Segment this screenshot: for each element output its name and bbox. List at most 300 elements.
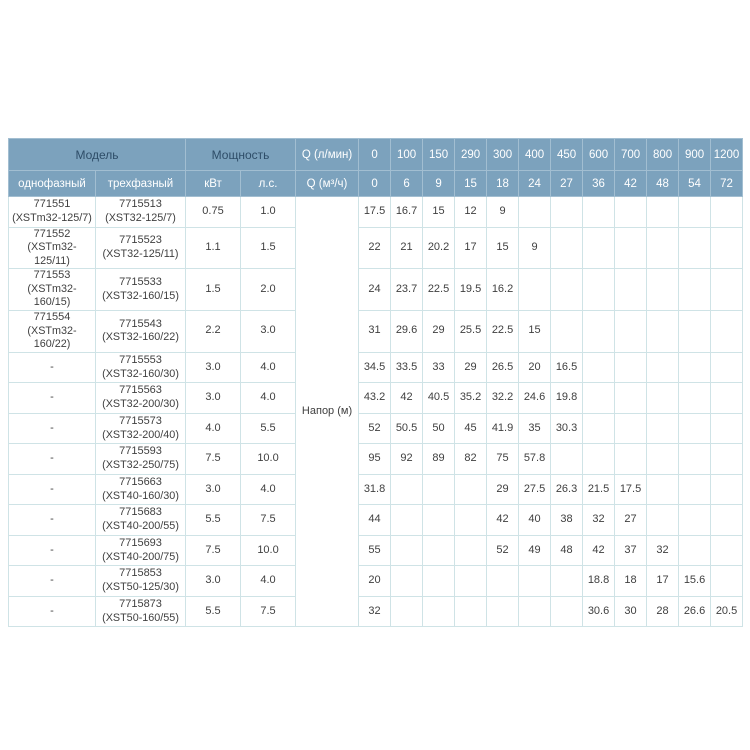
head-value-cell	[711, 505, 743, 536]
head-value-cell: 19.8	[551, 383, 583, 414]
flow-lmin-header-cell: 450	[551, 139, 583, 171]
model-three-phase-cell-type: (XST40-200/75)	[102, 550, 179, 563]
flow-m3h-header-cell: 24	[519, 171, 551, 197]
head-value-cell: 29	[487, 474, 519, 505]
table-row	[9, 383, 743, 414]
kw-cell: 3.0	[186, 383, 241, 414]
model-single-phase-cell-code: 771554	[33, 310, 71, 323]
flow-lmin-header-cell: 400	[519, 139, 551, 171]
head-value-cell: 12	[455, 197, 487, 228]
hp-cell: 4.0	[241, 474, 296, 505]
head-value-cell	[647, 269, 679, 311]
model-single-phase-cell	[9, 566, 96, 597]
head-value-cell	[679, 474, 711, 505]
model-three-phase-cell	[96, 474, 186, 505]
kw-cell: 5.5	[186, 596, 241, 627]
model-three-phase-cell	[96, 310, 186, 352]
head-value-cell	[647, 310, 679, 352]
model-single-phase-cell-type: (XSTm32-125/7)	[12, 211, 92, 224]
head-value-cell: 37	[615, 535, 647, 566]
head-value-cell	[551, 566, 583, 597]
head-value-cell	[423, 566, 455, 597]
head-value-cell	[583, 197, 615, 228]
kw-cell: 7.5	[186, 444, 241, 475]
head-value-cell	[711, 352, 743, 383]
flow-m3h-header-cell: 18	[487, 171, 519, 197]
head-value-cell: 31.8	[359, 474, 391, 505]
model-single-phase-cell	[9, 383, 96, 414]
head-value-cell	[679, 197, 711, 228]
head-value-cell: 24	[359, 269, 391, 311]
head-value-cell	[615, 227, 647, 269]
table-row	[9, 413, 743, 444]
head-value-cell: 43.2	[359, 383, 391, 414]
model-three-phase-cell-type: (XST32-160/30)	[102, 367, 179, 380]
head-value-cell	[519, 269, 551, 311]
flow-lmin-header-cell: 900	[679, 139, 711, 171]
head-value-cell: 16.2	[487, 269, 519, 311]
model-single-phase-cell	[9, 310, 96, 352]
head-value-cell: 33	[423, 352, 455, 383]
table-row	[9, 535, 743, 566]
head-value-cell: 18.8	[583, 566, 615, 597]
head-value-cell	[519, 197, 551, 228]
head-value-cell: 89	[423, 444, 455, 475]
flow-m3h-header-cell: 42	[615, 171, 647, 197]
hp-cell: 2.0	[241, 269, 296, 311]
head-value-cell: 42	[391, 383, 423, 414]
model-three-phase-cell-type: (XST32-200/40)	[102, 428, 179, 441]
head-value-cell	[423, 535, 455, 566]
flow-m3h-header-cell: 9	[423, 171, 455, 197]
flow-m3h-header-cell: 27	[551, 171, 583, 197]
model-three-phase-cell	[96, 227, 186, 269]
kw-cell: 0.75	[186, 197, 241, 228]
head-value-cell: 20.5	[711, 596, 743, 627]
head-value-cell: 18	[615, 566, 647, 597]
pump-spec-table	[8, 138, 743, 627]
head-value-cell	[679, 505, 711, 536]
head-value-cell: 31	[359, 310, 391, 352]
head-value-cell	[455, 474, 487, 505]
model-single-phase-cell	[9, 197, 96, 228]
head-value-cell: 50.5	[391, 413, 423, 444]
head-value-cell	[551, 269, 583, 311]
model-single-phase-cell	[9, 352, 96, 383]
head-value-cell	[711, 269, 743, 311]
head-value-cell	[711, 227, 743, 269]
head-value-cell: 35.2	[455, 383, 487, 414]
head-value-cell: 19.5	[455, 269, 487, 311]
head-value-cell	[679, 413, 711, 444]
head-value-cell: 40.5	[423, 383, 455, 414]
header-row-flow-m3h	[9, 171, 743, 197]
model-three-phase-cell	[96, 505, 186, 536]
model-three-phase-cell-code: 7715853	[119, 567, 162, 580]
model-three-phase-cell	[96, 383, 186, 414]
hp-cell: 7.5	[241, 505, 296, 536]
head-value-cell	[615, 310, 647, 352]
model-three-phase-cell	[96, 269, 186, 311]
model-three-phase-cell-code: 7715523	[119, 234, 162, 247]
head-value-cell: 16.5	[551, 352, 583, 383]
head-value-cell	[711, 383, 743, 414]
model-three-phase-cell-type: (XST32-200/30)	[102, 398, 179, 411]
hp-cell: 4.0	[241, 352, 296, 383]
flow-lmin-header-cell: 800	[647, 139, 679, 171]
head-value-cell	[583, 310, 615, 352]
head-value-cell: 32.2	[487, 383, 519, 414]
head-value-cell	[583, 383, 615, 414]
kw-cell: 3.0	[186, 566, 241, 597]
head-value-cell: 15	[423, 197, 455, 228]
model-single-phase-cell	[9, 474, 96, 505]
flow-lmin-header-cell: 290	[455, 139, 487, 171]
head-value-cell: 48	[551, 535, 583, 566]
flow-lmin-header-cell: 0	[359, 139, 391, 171]
flow-lmin-header-cell: 100	[391, 139, 423, 171]
head-value-cell: 40	[519, 505, 551, 536]
head-value-cell	[391, 474, 423, 505]
head-value-cell: 22.5	[487, 310, 519, 352]
table-row	[9, 444, 743, 475]
single-phase-header: однофазный	[9, 171, 96, 197]
model-three-phase-cell-type: (XST40-200/55)	[102, 520, 179, 533]
head-value-cell: 30.3	[551, 413, 583, 444]
head-value-cell: 30	[615, 596, 647, 627]
flow-m3h-header-cell: 0	[359, 171, 391, 197]
head-value-cell	[551, 596, 583, 627]
head-value-cell: 27	[615, 505, 647, 536]
model-three-phase-cell-type: (XST50-160/55)	[102, 611, 179, 624]
head-value-cell: 25.5	[455, 310, 487, 352]
flow-lmin-header-cell: 150	[423, 139, 455, 171]
model-three-phase-cell-type: (XST50-125/30)	[102, 581, 179, 594]
table-row	[9, 269, 743, 311]
model-three-phase-cell-code: 7715573	[119, 414, 162, 427]
hp-cell: 1.5	[241, 227, 296, 269]
model-single-phase-cell	[9, 535, 96, 566]
table-row	[9, 505, 743, 536]
flow-lmin-header-cell: 300	[487, 139, 519, 171]
q-m3h-header: Q (м³/ч)	[296, 171, 359, 197]
head-value-cell	[679, 310, 711, 352]
q-lmin-header: Q (л/мин)	[296, 139, 359, 171]
three-phase-header: трехфазный	[96, 171, 186, 197]
head-value-cell: 22	[359, 227, 391, 269]
flow-lmin-header-cell: 1200	[711, 139, 743, 171]
model-single-phase-cell	[9, 505, 96, 536]
head-value-cell: 52	[487, 535, 519, 566]
table-row	[9, 596, 743, 627]
head-value-cell	[455, 505, 487, 536]
head-value-cell: 20.2	[423, 227, 455, 269]
head-value-cell	[391, 566, 423, 597]
head-value-cell: 15.6	[679, 566, 711, 597]
model-three-phase-cell-code: 7715683	[119, 506, 162, 519]
kw-cell: 4.0	[186, 413, 241, 444]
hp-cell: 10.0	[241, 444, 296, 475]
head-value-cell: 50	[423, 413, 455, 444]
model-three-phase-cell-code: 7715593	[119, 445, 162, 458]
model-single-phase-cell-code: -	[50, 482, 54, 495]
hp-header: л.с.	[241, 171, 296, 197]
head-value-cell: 17.5	[359, 197, 391, 228]
head-value-cell	[711, 413, 743, 444]
head-value-cell: 29.6	[391, 310, 423, 352]
head-value-cell: 24.6	[519, 383, 551, 414]
head-value-cell	[647, 227, 679, 269]
head-value-cell	[647, 197, 679, 228]
head-value-cell	[423, 596, 455, 627]
head-value-cell: 42	[583, 535, 615, 566]
head-value-cell: 28	[647, 596, 679, 627]
head-value-cell: 17	[455, 227, 487, 269]
head-value-cell: 44	[359, 505, 391, 536]
kw-cell: 7.5	[186, 535, 241, 566]
kw-header: кВт	[186, 171, 241, 197]
head-value-cell	[679, 227, 711, 269]
model-three-phase-cell	[96, 413, 186, 444]
head-value-cell	[711, 444, 743, 475]
hp-cell: 7.5	[241, 596, 296, 627]
head-value-cell	[391, 505, 423, 536]
head-value-cell	[647, 505, 679, 536]
head-value-cell	[647, 413, 679, 444]
model-single-phase-cell	[9, 444, 96, 475]
head-value-cell: 75	[487, 444, 519, 475]
head-value-cell	[615, 197, 647, 228]
head-value-cell	[647, 383, 679, 414]
flow-m3h-header-cell: 54	[679, 171, 711, 197]
model-single-phase-cell-type: (XSTm32-125/11)	[27, 241, 77, 267]
head-value-cell	[679, 444, 711, 475]
model-single-phase-cell	[9, 269, 96, 311]
head-value-cell	[615, 383, 647, 414]
model-single-phase-cell	[9, 596, 96, 627]
head-value-cell: 20	[359, 566, 391, 597]
head-value-cell	[487, 596, 519, 627]
head-value-cell: 15	[519, 310, 551, 352]
model-three-phase-cell	[96, 197, 186, 228]
head-value-cell: 32	[359, 596, 391, 627]
model-single-phase-cell-code: -	[50, 574, 54, 587]
model-single-phase-cell-code: -	[50, 391, 54, 404]
head-value-cell	[711, 474, 743, 505]
hp-cell: 4.0	[241, 383, 296, 414]
head-value-cell: 22.5	[423, 269, 455, 311]
head-value-cell: 29	[455, 352, 487, 383]
head-value-cell	[391, 596, 423, 627]
head-value-cell: 45	[455, 413, 487, 444]
model-single-phase-cell-code: -	[50, 452, 54, 465]
head-value-cell	[615, 352, 647, 383]
head-value-cell: 92	[391, 444, 423, 475]
head-value-cell: 57.8	[519, 444, 551, 475]
model-single-phase-cell-type: (XSTm32-160/15)	[27, 282, 77, 309]
head-value-cell	[711, 535, 743, 566]
head-value-cell	[711, 197, 743, 228]
head-value-cell	[615, 413, 647, 444]
head-value-cell	[711, 566, 743, 597]
head-value-cell	[519, 566, 551, 597]
model-single-phase-cell-type: (XSTm32-160/22)	[27, 324, 77, 351]
flow-lmin-header-cell: 700	[615, 139, 647, 171]
model-single-phase-cell-code: -	[50, 543, 54, 556]
model-three-phase-cell-type: (XST32-160/15)	[102, 289, 179, 302]
model-three-phase-cell	[96, 535, 186, 566]
header-row-flow-lmin	[9, 139, 743, 171]
head-value-cell	[647, 352, 679, 383]
flow-m3h-header-cell: 15	[455, 171, 487, 197]
head-value-cell	[583, 227, 615, 269]
head-value-cell: 32	[583, 505, 615, 536]
head-value-cell: 32	[647, 535, 679, 566]
head-value-cell	[583, 413, 615, 444]
kw-cell: 1.5	[186, 269, 241, 311]
head-value-cell: 15	[487, 227, 519, 269]
head-value-cell: 17.5	[615, 474, 647, 505]
model-three-phase-cell-code: 7715553	[119, 353, 162, 366]
head-value-cell: 30.6	[583, 596, 615, 627]
head-value-cell	[583, 269, 615, 311]
head-value-cell	[679, 535, 711, 566]
model-three-phase-cell-type: (XST32-125/11)	[102, 247, 179, 260]
head-value-cell	[391, 535, 423, 566]
model-single-phase-cell-code: -	[50, 360, 54, 373]
head-value-cell	[711, 310, 743, 352]
model-three-phase-cell-code: 7715663	[119, 475, 162, 488]
model-three-phase-cell-type: (XST32-250/75)	[102, 459, 179, 472]
head-value-cell	[583, 352, 615, 383]
table-row	[9, 227, 743, 269]
head-value-cell: 38	[551, 505, 583, 536]
head-value-cell	[647, 474, 679, 505]
model-single-phase-cell	[9, 227, 96, 269]
model-single-phase-cell	[9, 413, 96, 444]
head-value-cell: 52	[359, 413, 391, 444]
head-value-cell	[615, 269, 647, 311]
kw-cell: 1.1	[186, 227, 241, 269]
kw-cell: 3.0	[186, 352, 241, 383]
head-value-cell	[455, 535, 487, 566]
flow-m3h-header-cell: 6	[391, 171, 423, 197]
head-value-cell: 41.9	[487, 413, 519, 444]
model-three-phase-cell-code: 7715563	[119, 384, 162, 397]
head-value-cell: 9	[519, 227, 551, 269]
head-value-cell	[583, 444, 615, 475]
hp-cell: 5.5	[241, 413, 296, 444]
flow-m3h-header-cell: 48	[647, 171, 679, 197]
model-single-phase-cell-code: 771551	[33, 198, 71, 211]
head-value-cell	[551, 310, 583, 352]
model-three-phase-cell-type: (XST32-125/7)	[105, 211, 176, 224]
power-group-header: Мощность	[186, 139, 296, 171]
head-value-cell: 95	[359, 444, 391, 475]
head-value-cell	[615, 444, 647, 475]
head-value-cell: 26.6	[679, 596, 711, 627]
flow-lmin-header-cell: 600	[583, 139, 615, 171]
model-three-phase-cell-code: 7715543	[119, 317, 162, 330]
head-value-cell: 26.5	[487, 352, 519, 383]
model-three-phase-cell-type: (XST40-160/30)	[102, 489, 179, 502]
head-value-cell	[455, 596, 487, 627]
head-value-cell	[455, 566, 487, 597]
model-single-phase-cell-code: 771552	[33, 227, 71, 240]
head-value-cell: 23.7	[391, 269, 423, 311]
flow-m3h-header-cell: 72	[711, 171, 743, 197]
head-value-cell: 20	[519, 352, 551, 383]
head-value-cell: 17	[647, 566, 679, 597]
head-value-cell	[551, 227, 583, 269]
table-row	[9, 352, 743, 383]
model-three-phase-cell	[96, 352, 186, 383]
head-value-cell: 26.3	[551, 474, 583, 505]
kw-cell: 3.0	[186, 474, 241, 505]
model-three-phase-cell-code: 7715533	[119, 275, 162, 288]
hp-cell: 1.0	[241, 197, 296, 228]
kw-cell: 5.5	[186, 505, 241, 536]
model-single-phase-cell-code: 771553	[33, 269, 71, 282]
model-single-phase-cell-code: -	[50, 421, 54, 434]
head-value-cell: 33.5	[391, 352, 423, 383]
head-value-cell	[679, 352, 711, 383]
head-value-cell: 21	[391, 227, 423, 269]
model-three-phase-cell-code: 7715873	[119, 597, 162, 610]
head-value-cell	[423, 505, 455, 536]
model-group-header: Модель	[9, 139, 186, 171]
model-three-phase-cell	[96, 596, 186, 627]
head-value-cell	[551, 197, 583, 228]
model-three-phase-cell-type: (XST32-160/22)	[102, 331, 179, 344]
table-row	[9, 474, 743, 505]
head-value-cell: 29	[423, 310, 455, 352]
head-value-cell: 82	[455, 444, 487, 475]
model-three-phase-cell-code: 7715693	[119, 536, 162, 549]
head-value-cell: 9	[487, 197, 519, 228]
hp-cell: 3.0	[241, 310, 296, 352]
head-value-cell	[647, 444, 679, 475]
hp-cell: 10.0	[241, 535, 296, 566]
head-value-cell	[551, 444, 583, 475]
head-value-cell	[423, 474, 455, 505]
model-three-phase-cell	[96, 444, 186, 475]
model-single-phase-cell-code: -	[50, 513, 54, 526]
model-three-phase-cell	[96, 566, 186, 597]
head-value-cell: 34.5	[359, 352, 391, 383]
head-value-cell	[519, 596, 551, 627]
table-row	[9, 310, 743, 352]
table-row	[9, 197, 743, 228]
head-value-cell: 49	[519, 535, 551, 566]
table-row	[9, 566, 743, 597]
kw-cell: 2.2	[186, 310, 241, 352]
head-value-cell: 16.7	[391, 197, 423, 228]
napor-label-cell: Напор (м)	[296, 197, 359, 627]
flow-m3h-header-cell: 36	[583, 171, 615, 197]
head-value-cell	[679, 269, 711, 311]
head-value-cell: 27.5	[519, 474, 551, 505]
model-three-phase-cell-code: 7715513	[119, 198, 162, 211]
head-value-cell	[487, 566, 519, 597]
head-value-cell: 21.5	[583, 474, 615, 505]
head-value-cell	[679, 383, 711, 414]
head-value-cell: 35	[519, 413, 551, 444]
head-value-cell: 42	[487, 505, 519, 536]
head-value-cell: 55	[359, 535, 391, 566]
hp-cell: 4.0	[241, 566, 296, 597]
model-single-phase-cell-code: -	[50, 604, 54, 617]
